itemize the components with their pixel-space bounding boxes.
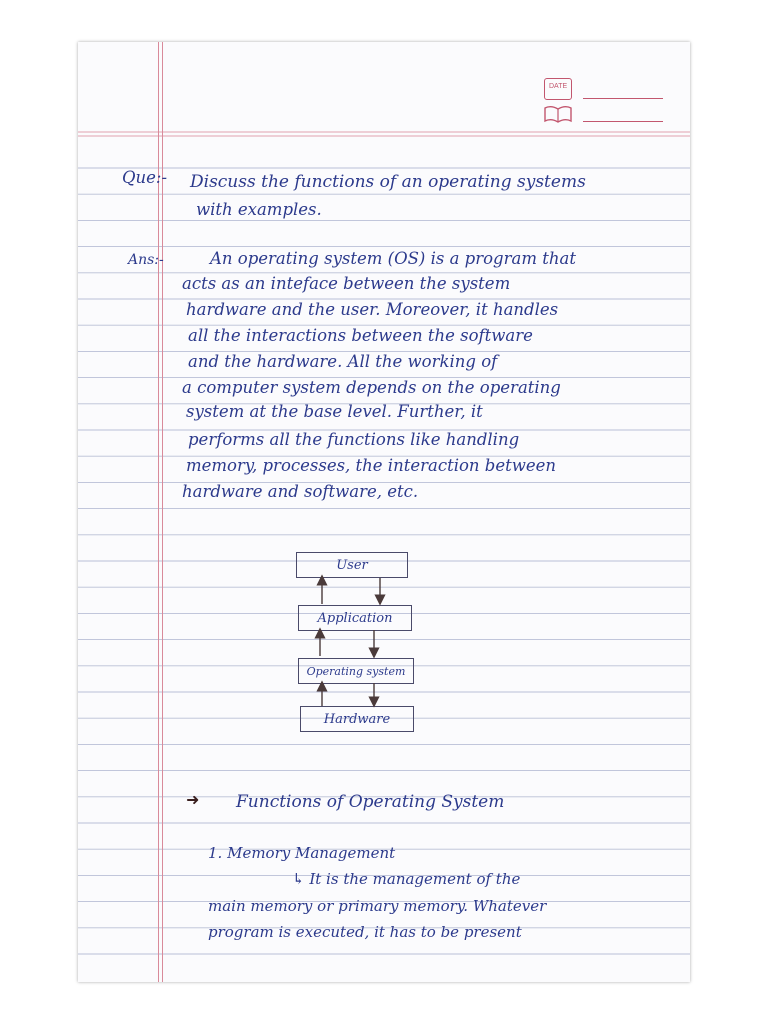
date-label: DATE [549, 83, 568, 90]
answer-line: system at the base level. Further, it [186, 402, 483, 421]
answer-line: An operating system (OS) is a program that [210, 249, 576, 268]
question-label: Que:- [122, 168, 168, 187]
answer-line: a computer system depends on the operating [182, 378, 561, 397]
answer-label: Ans:- [128, 252, 164, 268]
section-heading: Functions of Operating System [236, 792, 505, 812]
answer-line: hardware and software, etc. [182, 482, 419, 501]
body-line: ↳ It is the management of the [292, 870, 521, 888]
body-line: program is executed, it has to be present [208, 923, 522, 941]
answer-line: acts as an inteface between the system [182, 274, 511, 293]
answer-line: memory, processes, the interaction between [186, 456, 557, 475]
subheading-memory-management: 1. Memory Management [208, 844, 396, 862]
diagram-box-user: User [296, 552, 408, 578]
diagram-box-operating-system: Operating system [298, 658, 414, 684]
diagram-box-application: Application [298, 605, 412, 631]
diagram-box-hardware: Hardware [300, 706, 414, 732]
question-line: Discuss the functions of an operating systems [190, 172, 586, 192]
diagram-arrows [78, 42, 690, 982]
answer-line: hardware and the user. Moreover, it handles [186, 300, 559, 319]
body-line: main memory or primary memory. Whatever [208, 897, 547, 915]
answer-line: performs all the functions like handling [188, 430, 520, 449]
notebook-page [78, 42, 690, 982]
answer-line: all the interactions between the software [188, 326, 533, 345]
question-line: with examples. [196, 200, 322, 219]
answer-line: and the hardware. All the working of [188, 352, 498, 371]
arrow-bullet-icon: ➜ [186, 790, 200, 809]
